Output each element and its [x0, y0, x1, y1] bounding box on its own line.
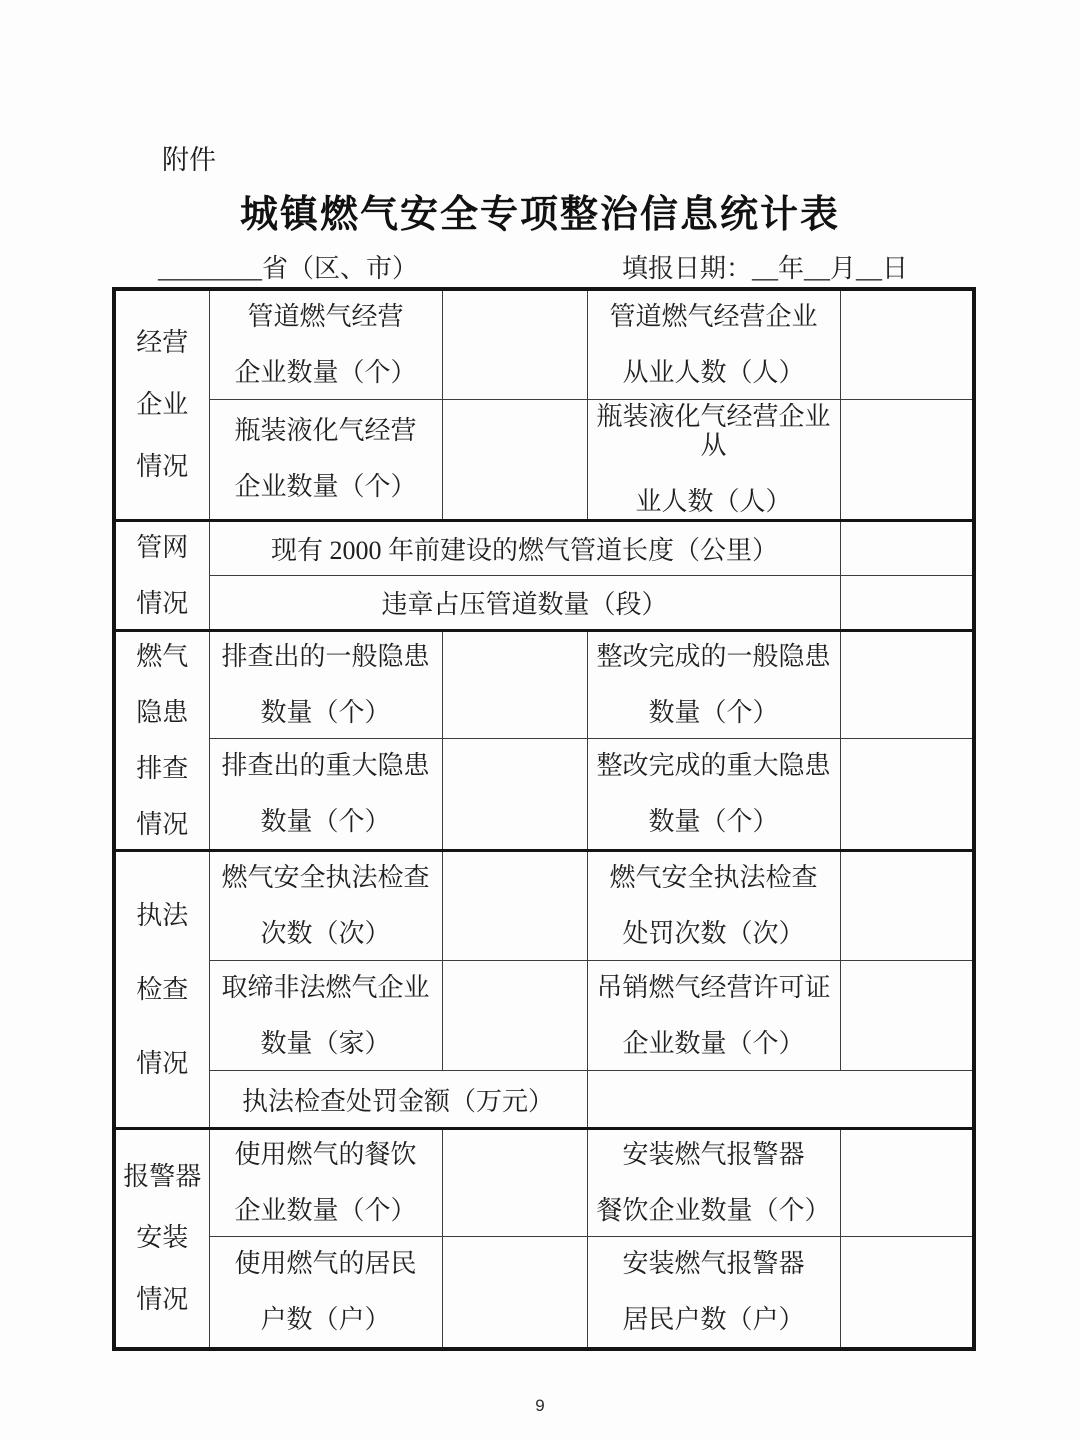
- label-alarm-catering-company-count: [587, 1129, 840, 1237]
- value-general-hazards-rectified: [840, 631, 974, 739]
- attachment-label: 附件: [162, 145, 216, 175]
- label-line: 数量（个）: [260, 698, 391, 728]
- province-blank-field: ________: [158, 254, 262, 283]
- section-label-line: 隐患: [136, 697, 189, 727]
- label-alarm-resident-household-count: [587, 1237, 840, 1349]
- label-line: 从业人数（人）: [622, 357, 805, 387]
- label-enforcement-penalty-amount: 执法检查处罚金额（万元）: [209, 1071, 587, 1129]
- value-enforcement-inspection-count: [442, 851, 587, 961]
- value-gas-catering-company-count: [442, 1129, 587, 1237]
- label-illegal-occupation-count: 违章占压管道数量（段）: [209, 576, 840, 631]
- section-label-line: 情况: [136, 452, 189, 482]
- label-line: 处罚次数（次）: [622, 919, 805, 949]
- label-enforcement-inspection-count: [209, 851, 442, 961]
- label-line: 企业数量（个）: [234, 472, 417, 502]
- section-label-line: 情况: [136, 1048, 189, 1078]
- label-line: 居民户数（户）: [622, 1304, 805, 1334]
- value-gas-resident-household-count: [442, 1237, 587, 1349]
- label-line: 瓶装液化气经营企业从: [596, 401, 831, 461]
- label-general-hazards-rectified: [587, 631, 840, 739]
- section-label-line: 安装: [136, 1223, 189, 1253]
- label-major-hazards-rectified: [587, 739, 840, 851]
- value-enforcement-penalty-count: [840, 851, 974, 961]
- label-pipeline-gas-employee-count: [587, 289, 840, 399]
- value-alarm-catering-company-count: [840, 1129, 974, 1237]
- section-label-line: 排查: [136, 753, 189, 783]
- label-line: 数量（个）: [648, 698, 779, 728]
- label-pipeline-gas-company-count: [209, 289, 442, 399]
- subtitle-row: [112, 248, 972, 285]
- value-pre2000-pipeline-length: [840, 521, 974, 576]
- section-label-line: 燃气: [136, 641, 189, 671]
- label-general-hazards-found: [209, 631, 442, 739]
- value-lpg-employee-count: [840, 399, 974, 521]
- province-label: 省（区、市）: [262, 254, 419, 283]
- section-label-line: 管网: [136, 532, 189, 562]
- label-revoked-license-company-count: [587, 961, 840, 1071]
- value-enforcement-penalty-amount: [587, 1071, 974, 1129]
- label-line: 使用燃气的居民: [234, 1249, 417, 1279]
- value-lpg-company-count: [442, 399, 587, 521]
- value-major-hazards-found: [442, 739, 587, 851]
- label-banned-illegal-company-count: [209, 961, 442, 1071]
- section-label-line: 情况: [136, 1285, 189, 1315]
- label-line: 企业数量（个）: [234, 357, 417, 387]
- report-date-line: 填报日期：__年__月__日: [621, 254, 908, 283]
- label-line: 瓶装液化气经营: [234, 416, 417, 446]
- section-label-line: 情况: [136, 588, 189, 618]
- label-line: 安装燃气报警器: [622, 1249, 805, 1279]
- page-number: 9: [535, 1396, 545, 1415]
- section-label-line: 企业: [136, 390, 189, 420]
- label-line: 管道燃气经营企业: [609, 301, 818, 331]
- label-line: 次数（次）: [260, 919, 391, 949]
- label-gas-catering-company-count: [209, 1129, 442, 1237]
- section-label-operating-companies: [114, 289, 209, 521]
- label-enforcement-penalty-count: [587, 851, 840, 961]
- province-line: [158, 248, 418, 285]
- value-illegal-occupation-count: [840, 576, 974, 631]
- label-line: 数量（个）: [260, 807, 391, 837]
- value-pipeline-gas-employee-count: [840, 289, 974, 399]
- value-alarm-resident-household-count: [840, 1237, 974, 1349]
- section-label-law-enforcement: [114, 851, 209, 1129]
- label-line: 业人数（人）: [635, 487, 792, 517]
- section-label-line: 检查: [136, 974, 189, 1004]
- label-major-hazards-found: [209, 739, 442, 851]
- label-line: 燃气安全执法检查: [221, 863, 430, 893]
- label-line: 吊销燃气经营许可证: [596, 972, 831, 1002]
- label-line: 整改完成的重大隐患: [596, 751, 831, 781]
- section-label-line: 经营: [136, 328, 189, 358]
- value-general-hazards-found: [442, 631, 587, 739]
- label-line: 燃气安全执法检查: [609, 863, 818, 893]
- value-banned-illegal-company-count: [442, 961, 587, 1071]
- section-label-line: 执法: [136, 900, 189, 930]
- label-lpg-company-count: [209, 399, 442, 521]
- label-line: 排查出的重大隐患: [221, 751, 430, 781]
- label-gas-resident-household-count: [209, 1237, 442, 1349]
- section-label-hazard-investigation: [114, 631, 209, 851]
- statistics-table: [112, 287, 976, 1351]
- label-line: 餐饮企业数量（个）: [596, 1196, 831, 1226]
- label-line: 管道燃气经营: [247, 301, 404, 331]
- section-label-line: 情况: [136, 809, 189, 839]
- label-line: 排查出的一般隐患: [221, 642, 430, 672]
- label-line: 安装燃气报警器: [622, 1140, 805, 1170]
- label-line: 使用燃气的餐饮: [234, 1140, 417, 1170]
- section-label-pipeline-network: [114, 521, 209, 631]
- page-title: 城镇燃气安全专项整治信息统计表: [239, 194, 840, 236]
- label-line: 整改完成的一般隐患: [596, 642, 831, 672]
- value-revoked-license-company-count: [840, 961, 974, 1071]
- section-label-line: 报警器: [123, 1161, 202, 1191]
- label-pre2000-pipeline-length: 现有 2000 年前建设的燃气管道长度（公里）: [209, 521, 840, 576]
- label-line: 户数（户）: [260, 1304, 391, 1334]
- label-line: 数量（个）: [648, 807, 779, 837]
- label-lpg-employee-count: [587, 399, 840, 521]
- value-major-hazards-rectified: [840, 739, 974, 851]
- value-pipeline-gas-company-count: [442, 289, 587, 399]
- label-line: 数量（家）: [260, 1028, 391, 1058]
- label-line: 企业数量（个）: [622, 1028, 805, 1058]
- label-line: 取缔非法燃气企业: [221, 972, 430, 1002]
- label-line: 企业数量（个）: [234, 1196, 417, 1226]
- section-label-alarm-installation: [114, 1129, 209, 1349]
